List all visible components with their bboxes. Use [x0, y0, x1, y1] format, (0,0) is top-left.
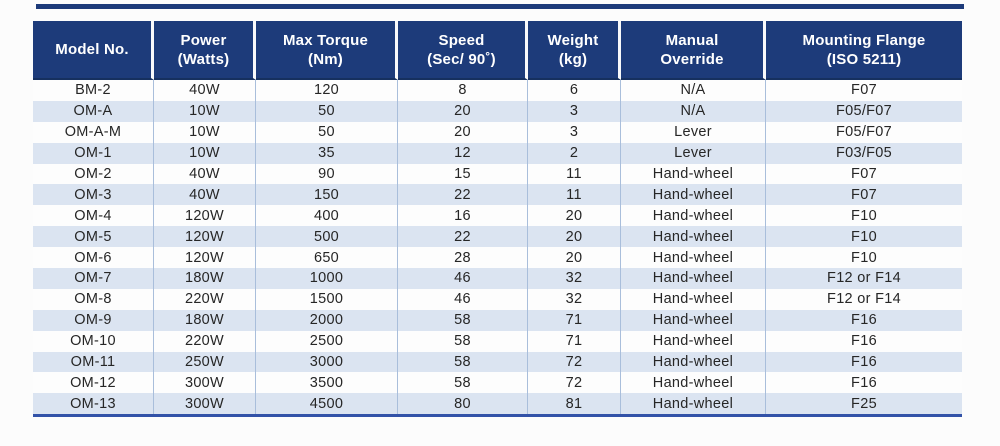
table-cell: OM-3 — [33, 184, 154, 205]
table-cell: 10W — [154, 101, 256, 122]
table-cell: 150 — [256, 184, 398, 205]
table-cell: 12 — [398, 143, 528, 164]
header-sublabel: Override — [660, 50, 724, 68]
table-cell: 250W — [154, 352, 256, 373]
header-sublabel: (Sec/ 90˚) — [427, 50, 496, 68]
header-label: Max Torque — [282, 31, 369, 49]
table-cell: 20 — [528, 226, 621, 247]
table-cell: 22 — [398, 226, 528, 247]
table-cell: 71 — [528, 331, 621, 352]
table-cell: 28 — [398, 247, 528, 268]
header-sublabel: (ISO 5211) — [826, 50, 902, 68]
table-row — [33, 372, 962, 393]
table-cell: OM-11 — [33, 352, 154, 373]
table-cell: 58 — [398, 331, 528, 352]
table-cell: 220W — [154, 289, 256, 310]
table-row — [33, 184, 962, 205]
header-label: Speed — [438, 31, 485, 49]
table-cell: 40W — [154, 80, 256, 101]
table-cell: F07 — [851, 186, 877, 203]
table-cell: 300W — [154, 372, 256, 393]
table-cell: 32 — [528, 289, 621, 310]
table-cell: Hand-wheel — [621, 247, 766, 268]
table-cell: OM-4 — [33, 205, 154, 226]
table-cell: 90 — [256, 164, 398, 185]
table-cell: F07 — [851, 166, 877, 182]
table-cell: F16 — [851, 354, 877, 371]
table-cell: 1000 — [256, 268, 398, 289]
table-row — [33, 226, 962, 247]
table-cell: 20 — [398, 122, 528, 143]
table-cell: OM-7 — [33, 268, 154, 289]
header-cell-mounting-flange — [766, 21, 962, 80]
header-cell-manual-override — [621, 21, 766, 80]
table-cell: 20 — [398, 101, 528, 122]
table-row — [33, 393, 962, 414]
table-cell: 500 — [256, 226, 398, 247]
table-row — [33, 247, 962, 268]
table-cell: OM-9 — [33, 310, 154, 331]
bottom-rule-divider — [33, 414, 962, 417]
table-cell: BM-2 — [33, 80, 154, 101]
table-cell: F16 — [851, 374, 877, 391]
table-cell: F12 or F14 — [827, 270, 901, 287]
table-cell: 50 — [256, 122, 398, 143]
table-cell: Hand-wheel — [621, 226, 766, 247]
table-cell: 6 — [528, 80, 621, 101]
table-cell: 120W — [154, 226, 256, 247]
table-cell: OM-1 — [33, 143, 154, 164]
table-cell: N/A — [621, 80, 766, 101]
table-cell: Lever — [621, 122, 766, 143]
table-cell: OM-8 — [33, 289, 154, 310]
table-cell: F10 — [851, 228, 877, 245]
table-cell: 2500 — [256, 331, 398, 352]
table-row — [33, 289, 962, 310]
table-cell: 3000 — [256, 352, 398, 373]
table-cell: F10 — [851, 249, 877, 266]
table-cell: 72 — [528, 372, 621, 393]
table-cell: Hand-wheel — [621, 310, 766, 331]
table-cell: Hand-wheel — [621, 372, 766, 393]
header-cell-weight — [528, 21, 621, 80]
table-row — [33, 101, 962, 122]
table-cell: 72 — [528, 352, 621, 373]
header-label: Mounting Flange — [802, 31, 926, 49]
table-row — [33, 352, 962, 373]
table-cell: 46 — [398, 289, 528, 310]
table-cell: OM-6 — [33, 247, 154, 268]
table-cell: 2000 — [256, 310, 398, 331]
table-cell: F25 — [851, 395, 877, 412]
table-cell: F10 — [851, 207, 877, 224]
table-header-row — [33, 21, 962, 80]
table-cell: F16 — [851, 333, 877, 350]
table-cell: F12 or F14 — [827, 291, 901, 308]
table-cell: 50 — [256, 101, 398, 122]
table-row — [33, 331, 962, 352]
table-cell: OM-5 — [33, 226, 154, 247]
table-cell: 120W — [154, 205, 256, 226]
table-cell: F07 — [851, 82, 877, 99]
table-cell: 11 — [528, 184, 621, 205]
table-row — [33, 80, 962, 101]
table-cell: 120 — [256, 80, 398, 101]
table-cell: 15 — [398, 164, 528, 185]
table-cell: N/A — [621, 101, 766, 122]
table-cell: Hand-wheel — [621, 164, 766, 185]
header-label: Manual — [665, 31, 719, 49]
table-row — [33, 268, 962, 289]
table-cell: 3 — [528, 101, 621, 122]
table-cell: 400 — [256, 205, 398, 226]
header-cell-model-no — [33, 21, 154, 80]
table-row — [33, 164, 962, 185]
header-sublabel: (kg) — [558, 50, 588, 68]
table-row — [33, 310, 962, 331]
header-label: Power — [180, 31, 227, 49]
table-cell: F16 — [851, 312, 877, 329]
table-cell: 3 — [528, 122, 621, 143]
table-cell: 120W — [154, 247, 256, 268]
table-cell: 20 — [528, 247, 621, 268]
table-cell: Hand-wheel — [621, 268, 766, 289]
header-cell-power — [154, 21, 256, 80]
table-cell: 180W — [154, 268, 256, 289]
header-label: Model No. — [55, 41, 129, 58]
table-cell: OM-13 — [33, 393, 154, 414]
table-cell: 3500 — [256, 372, 398, 393]
table-cell: 71 — [528, 310, 621, 331]
table-cell: 22 — [398, 184, 528, 205]
table-cell: 81 — [528, 393, 621, 414]
table-cell: Lever — [621, 143, 766, 164]
table-cell: 35 — [256, 143, 398, 164]
table-row — [33, 143, 962, 164]
table-row — [33, 122, 962, 143]
table-cell: 20 — [528, 205, 621, 226]
table-cell: Hand-wheel — [621, 289, 766, 310]
table-cell: 58 — [398, 372, 528, 393]
table-cell: 1500 — [256, 289, 398, 310]
header-sublabel: (Nm) — [308, 50, 343, 68]
table-cell: 16 — [398, 205, 528, 226]
header-label: Weight — [547, 31, 599, 49]
table-cell: F05/F07 — [835, 124, 893, 141]
table-cell: Hand-wheel — [621, 352, 766, 373]
table-cell: 650 — [256, 247, 398, 268]
table-cell: F03/F05 — [835, 145, 893, 162]
header-cell-max-torque — [256, 21, 398, 80]
table-cell: 46 — [398, 268, 528, 289]
table-cell: 40W — [154, 164, 256, 185]
table-cell: 300W — [154, 393, 256, 414]
table-cell: 58 — [398, 310, 528, 331]
table-cell: OM-A-M — [33, 122, 154, 143]
header-cell-speed — [398, 21, 528, 80]
header-sublabel: (Watts) — [177, 50, 230, 68]
table-cell: 180W — [154, 310, 256, 331]
table-cell: OM-2 — [33, 164, 154, 185]
table-cell: 40W — [154, 184, 256, 205]
table-cell: OM-10 — [33, 331, 154, 352]
table-cell: OM-A — [33, 101, 154, 122]
table-cell: 80 — [398, 393, 528, 414]
spec-table — [33, 21, 962, 417]
table-cell: OM-12 — [33, 372, 154, 393]
table-cell: 32 — [528, 268, 621, 289]
table-cell: 4500 — [256, 393, 398, 414]
table-row — [33, 205, 962, 226]
table-cell: 8 — [398, 80, 528, 101]
table-cell: 10W — [154, 143, 256, 164]
top-rule-divider — [36, 4, 964, 9]
table-cell: 11 — [528, 164, 621, 185]
table-cell: 2 — [528, 143, 621, 164]
table-body — [33, 80, 962, 414]
table-cell: Hand-wheel — [621, 205, 766, 226]
table-cell: Hand-wheel — [621, 184, 766, 205]
table-cell: Hand-wheel — [621, 393, 766, 414]
table-cell: Hand-wheel — [621, 331, 766, 352]
table-cell: F05/F07 — [835, 103, 893, 120]
table-cell: 220W — [154, 331, 256, 352]
table-cell: 10W — [154, 122, 256, 143]
table-cell: 58 — [398, 352, 528, 373]
